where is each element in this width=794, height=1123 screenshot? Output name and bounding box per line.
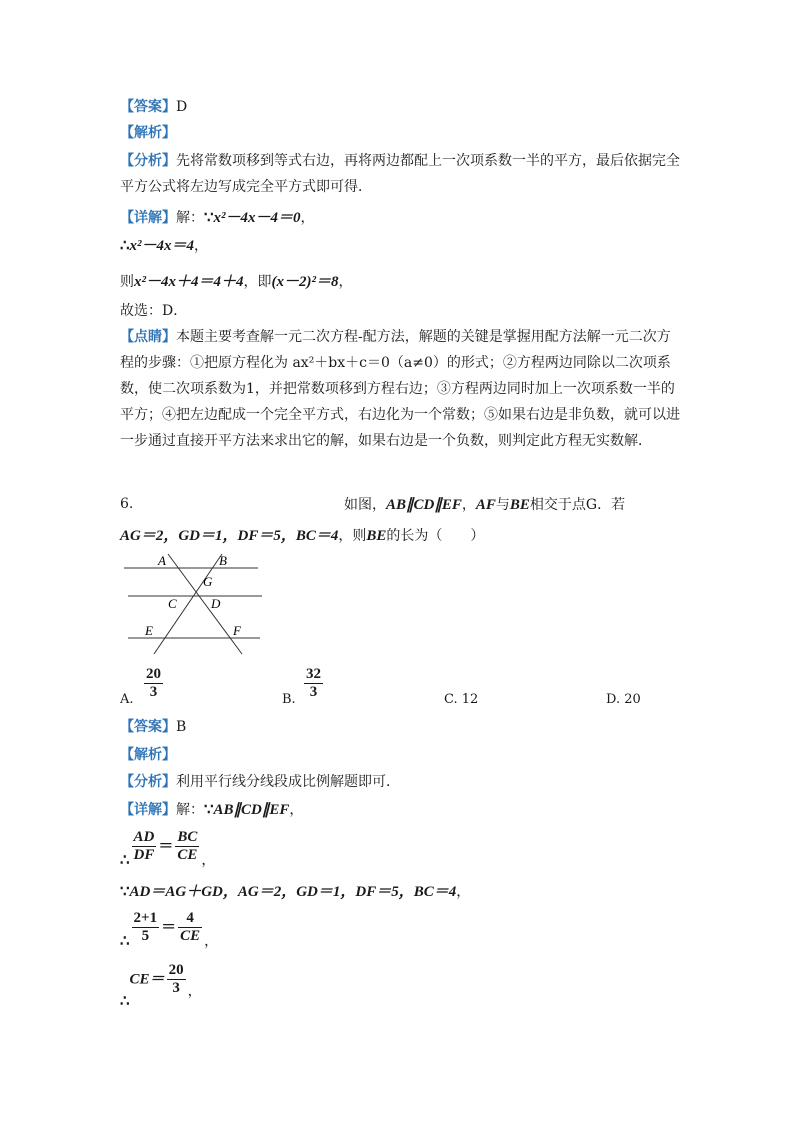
label-e: E (145, 623, 153, 638)
option-d-value: 20 (624, 692, 641, 707)
stem-d: 的长为（ ） (386, 528, 485, 544)
because-symbol: ∵ (204, 210, 214, 226)
detail-prefix: 解： (176, 210, 204, 226)
label-d: D (211, 596, 221, 611)
detail-label: 【详解】 (120, 802, 176, 818)
comma: ， (338, 274, 353, 290)
frac2-den-right: CE (180, 928, 201, 944)
q6-numeric-ratio-line (120, 910, 218, 951)
parallel-expr: AB∥CD∥EF (213, 802, 290, 818)
detail-prefix: 解： (176, 802, 204, 818)
frac3-denominator: 3 (172, 980, 180, 996)
label-c: C (168, 596, 177, 611)
q5-detail-line2 (120, 234, 208, 255)
q6-stem-line2 (120, 524, 484, 545)
q6-ratio-line (120, 829, 215, 870)
option-a-denominator: 3 (149, 684, 158, 700)
option-a-letter: A. (120, 692, 134, 707)
then-text: 则 (120, 274, 134, 290)
comma: ， (289, 802, 304, 818)
parallel-lines-figure (118, 548, 268, 660)
detail-label: 【详解】 (120, 210, 176, 226)
stem-c: ，则 (338, 528, 367, 544)
frac1-num-right: BC (177, 829, 198, 845)
option-c-value: 12 (461, 692, 479, 707)
option-b-numerator: 32 (306, 666, 321, 682)
yu-text: 与 (495, 497, 510, 513)
analysis-label: 【解析】 (120, 747, 176, 763)
segment-be-2: BE (366, 528, 387, 544)
stem-b: 相交于点G．若 (529, 497, 626, 513)
answer-label: 【答案】 (120, 99, 176, 115)
frac1-den-left: DF (133, 847, 155, 863)
therefore-symbol: ∴ (120, 993, 130, 1010)
comma: ， (194, 238, 209, 254)
answer-value: D (176, 99, 188, 115)
therefore-symbol: ∴ (120, 238, 130, 254)
frac2-den-left: 5 (141, 928, 150, 944)
ji-text: ，即 (243, 274, 272, 290)
fenxi-text: 利用平行线分线段成比例解题即可． (176, 774, 400, 790)
analysis-label: 【解析】 (120, 125, 176, 141)
q6-substitution-line (120, 880, 470, 901)
option-b-denominator: 3 (309, 684, 318, 700)
separator: ， (461, 497, 476, 513)
q6-stem-line1 (344, 494, 625, 514)
result-left: CE＝ (129, 971, 165, 988)
q6-fenxi (120, 771, 400, 791)
answer-value: B (176, 719, 187, 735)
frac2-num-right: 4 (178, 910, 202, 928)
option-c (444, 692, 478, 707)
equals: ＝ (158, 838, 174, 855)
q6-answer-line (120, 716, 186, 736)
equals: ＝ (161, 919, 177, 936)
label-a: A (158, 553, 166, 568)
fenxi-label: 【分析】 (120, 153, 176, 169)
label-b: B (219, 553, 227, 568)
label-f: F (233, 623, 241, 638)
q5-detail-line1 (120, 206, 315, 227)
q5-dianjing (120, 324, 680, 454)
frac1-den-right: CE (177, 847, 198, 863)
frac3-numerator: 20 (168, 962, 184, 978)
option-b-letter: B. (282, 692, 296, 707)
frac1-num-left: AD (133, 829, 155, 845)
q6-result-line (120, 962, 202, 1011)
comma: ， (201, 852, 216, 869)
q5-detail-line3 (120, 270, 353, 291)
frac2-num-left: 2+1 (133, 910, 158, 926)
option-b-value (302, 666, 325, 701)
because-symbol: ∵ (120, 884, 130, 900)
comma: ， (300, 210, 315, 226)
option-c-letter: C. (444, 692, 458, 707)
segment-af: AF (475, 497, 496, 513)
therefore-symbol: ∴ (120, 933, 130, 950)
comma: ， (456, 884, 471, 900)
comma: ， (187, 983, 202, 1000)
comma: ， (204, 933, 219, 950)
therefore-symbol: ∴ (120, 852, 130, 869)
given-values: AG＝2，GD＝1，DF＝5，BC＝4 (120, 528, 339, 544)
parallel-lines-expr: AB∥CD∥EF (386, 497, 462, 513)
option-a-numerator: 20 (146, 666, 161, 682)
q5-fenxi (120, 148, 680, 200)
option-d (606, 692, 641, 707)
equation-1: x²－4x－4＝0 (213, 210, 301, 226)
dianjing-text: 本题主要考查解一元二次方程-配方法，解题的关键是掌握用配方法解一元二次方程的步骤：①把原方程化为 ax²＋bx＋c＝0（a≠0）的形式；②方程两边同除以二次项系数，使二次项系数为1，并把常数项移到方程右边；③方程两边同时加上一次项系数一半的平方；④把左边配成一个完全平方式，右边化为一个常数；⑤如果右边是非负数，就可以进一步通过直接开平方法来求出它的解，如果右边是一个负数，则判定此方程无实数解． (120, 329, 680, 449)
q6-number: 6. (120, 496, 134, 512)
fenxi-label: 【分析】 (120, 774, 176, 790)
fenxi-text: 先将常数项移到等式右边，再将两边都配上一次项系数一半的平方，最后依据完全平方公式将左边写成完全平方式即可得． (120, 153, 680, 195)
line-af (168, 554, 242, 654)
q5-answer-line (120, 96, 187, 116)
option-a-value (142, 666, 165, 701)
q6-detail-line1 (120, 799, 303, 819)
equation-3: x²－4x＋4＝4＋4 (134, 274, 244, 290)
stem-a: 如图， (344, 497, 386, 513)
segment-be: BE (509, 497, 530, 513)
equation-2: x²－4x＝4 (129, 238, 195, 254)
option-d-letter: D. (606, 692, 621, 707)
substitution-expr: AD＝AG＋GD，AG＝2，GD＝1，DF＝5，BC＝4 (129, 884, 457, 900)
q5-choose: 故选：D． (120, 303, 188, 319)
equation-4: (x－2)²＝8 (271, 274, 339, 290)
dianjing-label: 【点睛】 (120, 329, 176, 345)
answer-label: 【答案】 (120, 719, 176, 735)
because-symbol: ∵ (204, 802, 214, 818)
label-g: G (203, 574, 213, 589)
